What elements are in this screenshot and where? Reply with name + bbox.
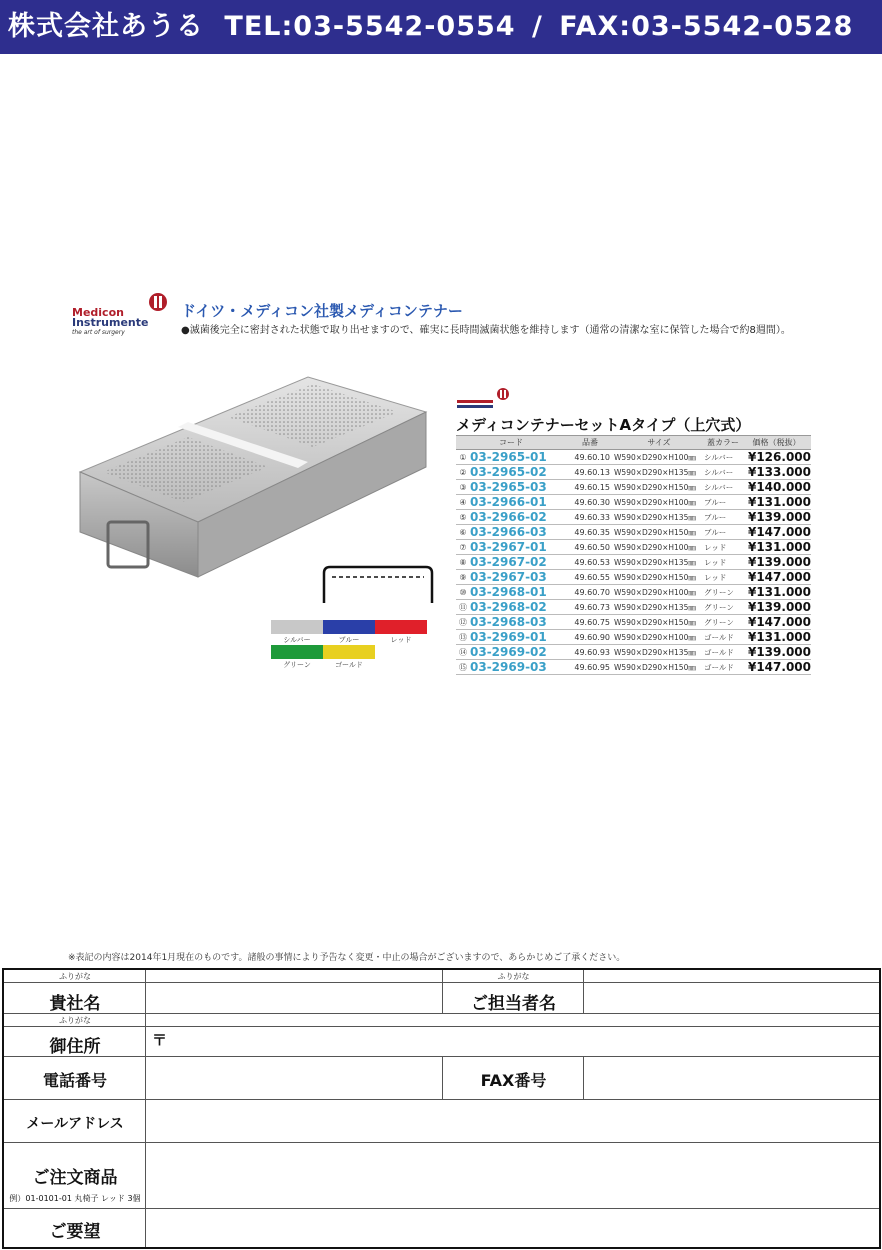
product-code: 03-2968-01 [470, 585, 566, 600]
fax-number: 03-5542-0528 [631, 11, 854, 42]
size: W590×D290×H135㎜ [614, 600, 704, 615]
size: W590×D290×H135㎜ [614, 645, 704, 660]
logo-word-medicon: Medicon [72, 306, 124, 319]
size: W590×D290×H150㎜ [614, 480, 704, 495]
size: W590×D290×H100㎜ [614, 450, 704, 465]
address-furigana-cell [4, 1014, 146, 1027]
part-number: 49.60.15 [566, 480, 614, 495]
company-label-cell [4, 983, 146, 1014]
product-code: 03-2969-03 [470, 660, 566, 675]
row-number: ① [456, 450, 470, 465]
row-number: ⑪ [456, 600, 470, 615]
size: W590×D290×H150㎜ [614, 525, 704, 540]
table-row [456, 570, 811, 585]
table-row [456, 540, 811, 555]
logo-tagline: the art of surgery [72, 329, 125, 336]
swatch-label-blue: ブルー [338, 636, 360, 644]
company-furigana-input[interactable] [146, 970, 443, 983]
part-number: 49.60.35 [566, 525, 614, 540]
swatch-label-gold: ゴールド [335, 661, 363, 669]
part-number: 49.60.55 [566, 570, 614, 585]
price: ¥139.000 [742, 645, 811, 660]
part-number: 49.60.95 [566, 660, 614, 675]
table-row [456, 465, 811, 480]
row-number: ⑫ [456, 615, 470, 630]
part-number: 49.60.33 [566, 510, 614, 525]
furigana-cell-contact [443, 970, 584, 983]
fax-label-cell [443, 1057, 584, 1100]
contact-label-cell [443, 983, 584, 1014]
lid-color: ゴールド [704, 630, 742, 645]
header-lid-color: 蓋カラー [704, 436, 742, 450]
swatch-gold [323, 645, 375, 659]
price: ¥139.000 [742, 555, 811, 570]
price-table [456, 435, 811, 675]
swatch-label-silver: シルバー [283, 636, 311, 644]
table-row [456, 615, 811, 630]
tel-label: TEL: [224, 11, 294, 42]
row-number: ⑤ [456, 510, 470, 525]
part-number: 49.60.90 [566, 630, 614, 645]
price: ¥131.000 [742, 630, 811, 645]
fax-label: FAX: [559, 11, 632, 42]
lid-color: シルバー [704, 450, 742, 465]
contact-input[interactable] [584, 983, 879, 1014]
table-row [456, 525, 811, 540]
phone-label: 電話番号 [42, 1071, 107, 1090]
header-code: コード [456, 436, 566, 450]
lid-color: グリーン [704, 600, 742, 615]
part-number: 49.60.70 [566, 585, 614, 600]
table-row [456, 645, 811, 660]
email-label: メールアドレス [26, 1116, 124, 1132]
header-size: サイズ [614, 436, 704, 450]
size: W590×D290×H135㎜ [614, 465, 704, 480]
swatch-silver [271, 620, 323, 634]
part-number: 49.60.10 [566, 450, 614, 465]
furigana-label-contact: ふりがな [497, 972, 530, 981]
lid-color: ブルー [704, 525, 742, 540]
product-code: 03-2965-01 [470, 450, 566, 465]
row-number: ⑥ [456, 525, 470, 540]
table-row [456, 585, 811, 600]
request-label-cell [4, 1209, 146, 1247]
disclaimer-note: ※表記の内容は2014年1月現在のものです。諸般の事情により予告なく変更・中止の場合がございますので、あらかじめご了承ください。 [68, 953, 626, 963]
size: W590×D290×H100㎜ [614, 495, 704, 510]
price: ¥147.000 [742, 660, 811, 675]
product-code: 03-2966-01 [470, 495, 566, 510]
address-label-cell [4, 1027, 146, 1057]
lid-color: レッド [704, 570, 742, 585]
size: W590×D290×H150㎜ [614, 660, 704, 675]
part-number: 49.60.53 [566, 555, 614, 570]
product-code: 03-2967-03 [470, 570, 566, 585]
row-number: ④ [456, 495, 470, 510]
request-label: ご要望 [49, 1222, 101, 1242]
product-code: 03-2969-02 [470, 645, 566, 660]
company-name: 株式会社あうる [8, 11, 204, 42]
header-separator: / [531, 11, 543, 42]
lid-color: ブルー [704, 495, 742, 510]
lid-color: シルバー [704, 465, 742, 480]
price: ¥131.000 [742, 540, 811, 555]
phone-label-cell [4, 1057, 146, 1100]
row-number: ⑦ [456, 540, 470, 555]
price: ¥126.000 [742, 450, 811, 465]
price: ¥147.000 [742, 615, 811, 630]
price: ¥147.000 [742, 525, 811, 540]
section-title: ドイツ・メディコン社製メディコンテナー [181, 302, 463, 320]
order-label: ご注文商品 [32, 1168, 118, 1188]
table-row [456, 450, 811, 465]
part-number: 49.60.50 [566, 540, 614, 555]
request-input[interactable] [146, 1209, 879, 1247]
row-number: ⑭ [456, 645, 470, 660]
postal-mark: 〒 [152, 1031, 168, 1049]
contact-label: ご担当者名 [471, 994, 556, 1014]
product-code: 03-2967-02 [470, 555, 566, 570]
logo-word-instrumente: Instrumente [72, 316, 149, 329]
price: ¥147.000 [742, 570, 811, 585]
table-row [456, 480, 811, 495]
row-number: ⑮ [456, 660, 470, 675]
lid-color: ブルー [704, 510, 742, 525]
section-description: ●滅菌後完全に密封された状態で取り出せますので、確実に長時間滅菌状態を維持します（通常の清潔な室に保管した場合で約8週間）。 [181, 325, 791, 336]
swatch-blue [323, 620, 375, 634]
swatch-label-red: レッド [390, 636, 412, 644]
product-code: 03-2967-01 [470, 540, 566, 555]
order-input[interactable] [146, 1143, 879, 1209]
sterilization-container-image [78, 372, 428, 582]
price: ¥140.000 [742, 480, 811, 495]
medicon-logo [72, 292, 177, 336]
furigana-label-address: ふりがな [59, 1016, 91, 1025]
table-row [456, 660, 811, 675]
price: ¥131.000 [742, 495, 811, 510]
fax-form-label: FAX番号 [480, 1071, 547, 1090]
swatch-label-green: グリーン [283, 661, 311, 669]
product-code: 03-2969-01 [470, 630, 566, 645]
fax-input[interactable] [584, 1057, 879, 1100]
product-code: 03-2965-03 [470, 480, 566, 495]
order-example: 例）01-0101-01 丸椅子 レッド 3個 [9, 1194, 141, 1203]
company-label: 貴社名 [49, 994, 101, 1014]
size: W590×D290×H100㎜ [614, 540, 704, 555]
table-row [456, 600, 811, 615]
part-number: 49.60.75 [566, 615, 614, 630]
part-number: 49.60.93 [566, 645, 614, 660]
tel-number[interactable]: 03-5542-0554 [293, 11, 516, 42]
furigana-label-company: ふりがな [59, 972, 91, 981]
header-part-no: 品番 [566, 436, 614, 450]
table-header-row [456, 436, 811, 450]
product-code: 03-2968-03 [470, 615, 566, 630]
table-row [456, 630, 811, 645]
email-label-cell [4, 1100, 146, 1143]
size: W590×D290×H150㎜ [614, 615, 704, 630]
medicon-small-logo-icon [455, 386, 515, 412]
row-number: ⑬ [456, 630, 470, 645]
row-number: ⑨ [456, 570, 470, 585]
lid-color: ゴールド [704, 660, 742, 675]
furigana-cell [4, 970, 146, 983]
phone-input[interactable] [146, 1057, 443, 1100]
product-code: 03-2966-03 [470, 525, 566, 540]
table-row [456, 555, 811, 570]
product-code: 03-2965-02 [470, 465, 566, 480]
lid-color: シルバー [704, 480, 742, 495]
product-code: 03-2966-02 [470, 510, 566, 525]
lid-color: レッド [704, 540, 742, 555]
address-furigana-input[interactable] [146, 1014, 879, 1027]
row-number: ⑩ [456, 585, 470, 600]
row-number: ⑧ [456, 555, 470, 570]
order-label-cell [4, 1143, 146, 1209]
size: W590×D290×H150㎜ [614, 570, 704, 585]
size: W590×D290×H100㎜ [614, 585, 704, 600]
swatch-green [271, 645, 323, 659]
address-input[interactable] [146, 1027, 879, 1057]
part-number: 49.60.30 [566, 495, 614, 510]
contact-furigana-input[interactable] [584, 970, 879, 983]
size: W590×D290×H135㎜ [614, 510, 704, 525]
size: W590×D290×H100㎜ [614, 630, 704, 645]
price: ¥139.000 [742, 600, 811, 615]
price: ¥131.000 [742, 585, 811, 600]
email-input[interactable] [146, 1100, 879, 1143]
table-row [456, 495, 811, 510]
lid-color: グリーン [704, 585, 742, 600]
product-code: 03-2968-02 [470, 600, 566, 615]
part-number: 49.60.73 [566, 600, 614, 615]
row-number: ③ [456, 480, 470, 495]
part-number: 49.60.13 [566, 465, 614, 480]
header-price: 価格（税抜） [742, 436, 811, 450]
lid-color: ゴールド [704, 645, 742, 660]
address-label: 御住所 [49, 1037, 101, 1057]
lid-profile-diagram [318, 563, 438, 607]
row-number: ② [456, 465, 470, 480]
lid-color: レッド [704, 555, 742, 570]
product-table-title: メディコンテナーセットAタイプ（上穴式） [456, 416, 751, 434]
table-row [456, 510, 811, 525]
price: ¥133.000 [742, 465, 811, 480]
lid-color: グリーン [704, 615, 742, 630]
company-input[interactable] [146, 983, 443, 1014]
header-contact-bar [0, 0, 882, 54]
order-form [2, 968, 881, 1249]
price: ¥139.000 [742, 510, 811, 525]
swatch-red [375, 620, 427, 634]
size: W590×D290×H135㎜ [614, 555, 704, 570]
